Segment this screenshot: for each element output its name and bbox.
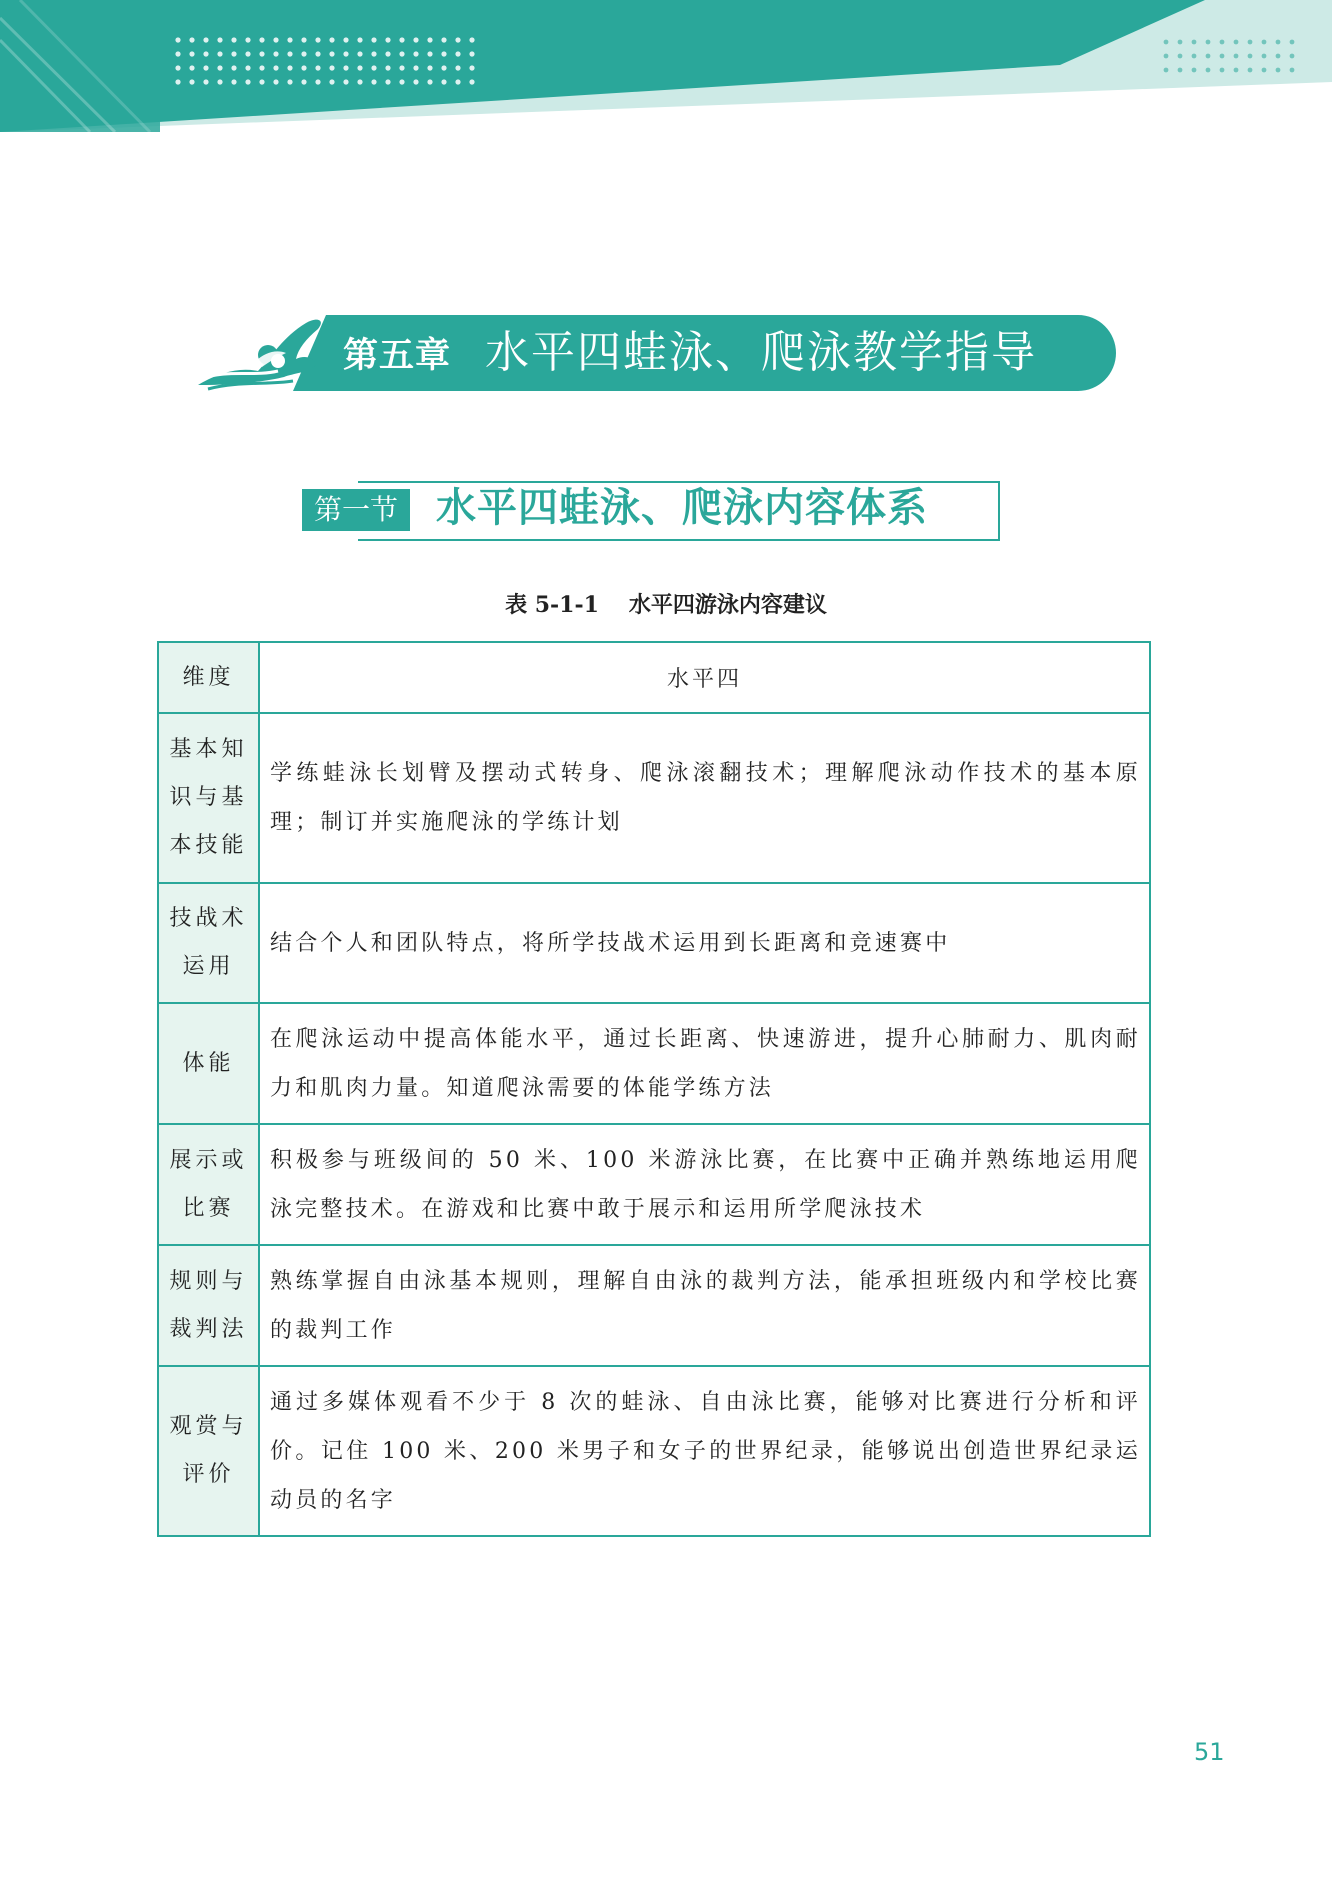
table-caption-title: 水平四游泳内容建议 xyxy=(628,592,827,618)
table-row xyxy=(158,1124,1150,1245)
table-row xyxy=(158,1003,1150,1124)
row-dimension: 体能 xyxy=(158,1003,259,1124)
row-content: 在爬泳运动中提高体能水平，通过长距离、快速游进，提升心肺耐力、肌肉耐力和肌肉力量。知道爬泳需要的体能学练方法 xyxy=(259,1003,1150,1124)
section-title: 水平四蛙泳、爬泳内容体系 xyxy=(436,485,928,531)
table-header-row xyxy=(158,642,1150,713)
section-heading xyxy=(302,475,1002,541)
row-content: 结合个人和团队特点，将所学技战术运用到长距离和竞速赛中 xyxy=(259,883,1150,1003)
chapter-title: 水平四蛙泳、爬泳教学指导 xyxy=(485,327,1038,378)
row-content: 通过多媒体观看不少于 8 次的蛙泳、自由泳比赛，能够对比赛进行分析和评价。记住 100 米、200 米男子和女子的世界纪录，能够说出创造世界纪录运动员的名字 xyxy=(259,1366,1150,1536)
table-caption xyxy=(0,588,1332,619)
header-level: 水平四 xyxy=(259,642,1150,713)
table-row xyxy=(158,883,1150,1003)
chapter-number: 第五章 xyxy=(343,336,452,376)
top-banner xyxy=(0,0,1332,140)
content-table xyxy=(157,641,1151,1537)
row-dimension: 规则与裁判法 xyxy=(158,1245,259,1366)
section-label: 第一节 xyxy=(302,489,410,531)
table-row xyxy=(158,1366,1150,1536)
table-row xyxy=(158,713,1150,883)
row-dimension: 观赏与评价 xyxy=(158,1366,259,1536)
row-content: 积极参与班级间的 50 米、100 米游泳比赛，在比赛中正确并熟练地运用爬泳完整技术。在游戏和比赛中敢于展示和运用所学爬泳技术 xyxy=(259,1124,1150,1245)
table-row xyxy=(158,1245,1150,1366)
table-caption-number: 表 5-1-1 xyxy=(505,592,599,618)
page-number: 51 xyxy=(1194,1738,1225,1766)
row-dimension: 技战术运用 xyxy=(158,883,259,1003)
row-content: 熟练掌握自由泳基本规则，理解自由泳的裁判方法，能承担班级内和学校比赛的裁判工作 xyxy=(259,1245,1150,1366)
row-content: 学练蛙泳长划臂及摆动式转身、爬泳滚翻技术；理解爬泳动作技术的基本原理；制订并实施爬泳的学练计划 xyxy=(259,713,1150,883)
header-dimension: 维度 xyxy=(158,642,259,713)
chapter-header xyxy=(198,315,1116,391)
row-dimension: 展示或比赛 xyxy=(158,1124,259,1245)
row-dimension: 基本知识与基本技能 xyxy=(158,713,259,883)
